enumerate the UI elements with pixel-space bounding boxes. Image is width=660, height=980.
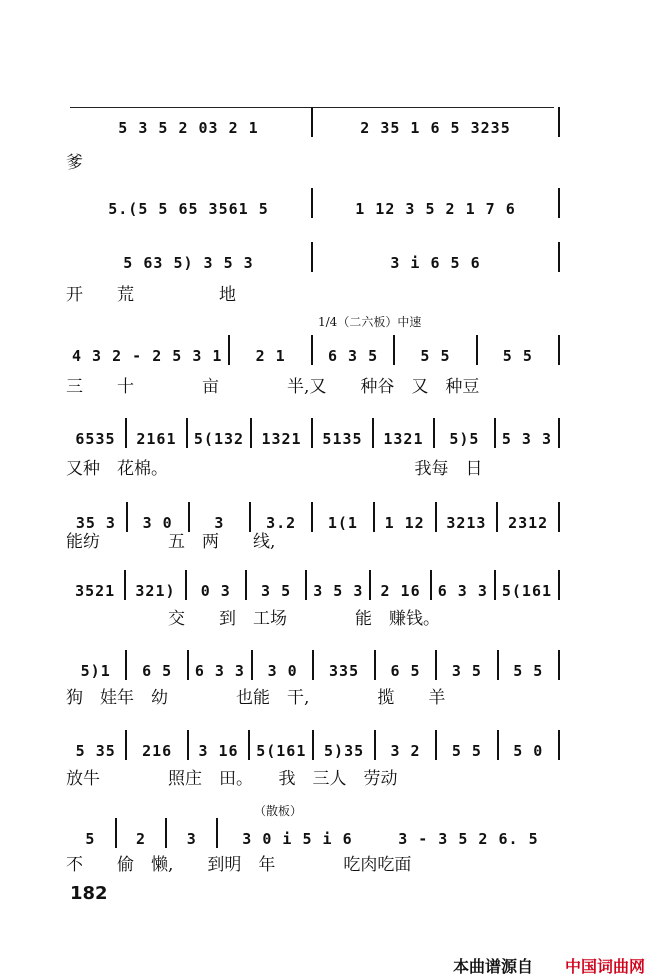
measure: 3	[190, 502, 252, 532]
measure: 5 0	[499, 730, 560, 760]
measure: 5 35	[66, 730, 127, 760]
measure: 3 0	[253, 650, 314, 680]
measure: 3 5	[247, 570, 307, 600]
notation-row-2	[66, 178, 560, 218]
lyric-line-7: 狗 娃年 幼 也能 干, 揽 羊	[66, 687, 446, 708]
notation-row-4	[66, 325, 560, 365]
measure: 3 2	[376, 730, 437, 760]
footer-site-link[interactable]: 中国词曲网	[565, 957, 646, 976]
tempo-marking: 1/4（二六板）中速	[318, 315, 422, 329]
measure: 5135	[313, 418, 374, 448]
measure: 6 5	[127, 650, 188, 680]
measure: 2 35 1 6 5 3235	[313, 107, 560, 137]
measure: 216	[127, 730, 188, 760]
measure: 6 5	[376, 650, 437, 680]
measure: 5	[66, 818, 117, 848]
measure: 2161	[127, 418, 188, 448]
notation-row-5	[66, 408, 560, 448]
measure: 3 0	[128, 502, 190, 532]
measure: 5(132	[188, 418, 252, 448]
measure: 0 3	[187, 570, 247, 600]
measure: 5(161	[496, 570, 560, 600]
measure: 2312	[498, 502, 560, 532]
measure: 5 63 5) 3 5 3	[66, 242, 313, 272]
measure: 35 3	[66, 502, 128, 532]
measure: 6 3 3	[189, 650, 253, 680]
notation-row-8	[66, 640, 560, 680]
measure: 2 16	[371, 570, 431, 600]
notation-row-10	[66, 808, 560, 848]
measure: 2	[117, 818, 168, 848]
lyric-line-3: 三 十 亩 半,又 种谷 又 种豆	[66, 376, 480, 397]
measure: 5)1	[66, 650, 127, 680]
lyric-line-8: 放牛 照庄 田。 我 三人 劳动	[66, 768, 398, 789]
measure: 5)5	[435, 418, 496, 448]
lyric-line-4: 又种 花棉。 我每 日	[66, 458, 483, 479]
measure: 3 16	[189, 730, 250, 760]
measure: 1 12 3 5 2 1 7 6	[313, 188, 560, 218]
measure: 3.2	[251, 502, 313, 532]
measure: 5 5	[478, 335, 560, 365]
measure: 321)	[126, 570, 186, 600]
measure: 3 5	[437, 650, 498, 680]
measure: 3521	[66, 570, 126, 600]
measure: 5 3 3	[496, 418, 560, 448]
measure: 5 5	[499, 650, 560, 680]
notation-row-1	[66, 97, 560, 137]
measure: 3 i 6 5 6	[313, 242, 560, 272]
measure: 3 - 3 5 2 6. 5	[398, 830, 539, 848]
measure: 3 5 3	[307, 570, 371, 600]
measure: 3 0 i 5 i 6	[242, 830, 353, 848]
footer-source-text: 本曲谱源自	[453, 957, 534, 976]
measure: 5 5	[395, 335, 477, 365]
lyric-line-1: 爹	[66, 152, 83, 173]
measure: 6535	[66, 418, 127, 448]
notation-row-3	[66, 232, 560, 272]
measure: 3213	[437, 502, 499, 532]
measure: 6 3 3	[432, 570, 496, 600]
measure: 5.(5 5 65 3561 5	[66, 188, 313, 218]
measure: 5 5	[437, 730, 498, 760]
page-number: 182	[70, 883, 108, 904]
measure: 1 12	[375, 502, 437, 532]
measure: 6 3 5	[313, 335, 395, 365]
lyric-line-2: 开 荒 地	[66, 284, 236, 305]
measure: 1321	[374, 418, 435, 448]
notation-row-9	[66, 720, 560, 760]
lyric-line-9: 不 偷 懒, 到明 年 吃肉吃面	[66, 854, 412, 875]
measure: 3	[167, 818, 218, 848]
measure: 5 3 5 2 03 2 1	[66, 107, 313, 137]
measure: 5(161	[250, 730, 314, 760]
lyric-line-5: 能纺 五 两 线,	[66, 531, 276, 552]
measure: 5)35	[314, 730, 375, 760]
measure: 4 3 2 - 2 5 3 1	[66, 335, 230, 365]
measure: 2 1	[230, 335, 312, 365]
measure: 1(1	[313, 502, 375, 532]
measure: 1321	[252, 418, 313, 448]
notation-row-7	[66, 560, 560, 600]
lyric-line-6: 交 到 工场 能 赚钱。	[66, 608, 440, 629]
sanban-marking: （散板）	[254, 804, 303, 818]
measure: 335	[314, 650, 375, 680]
